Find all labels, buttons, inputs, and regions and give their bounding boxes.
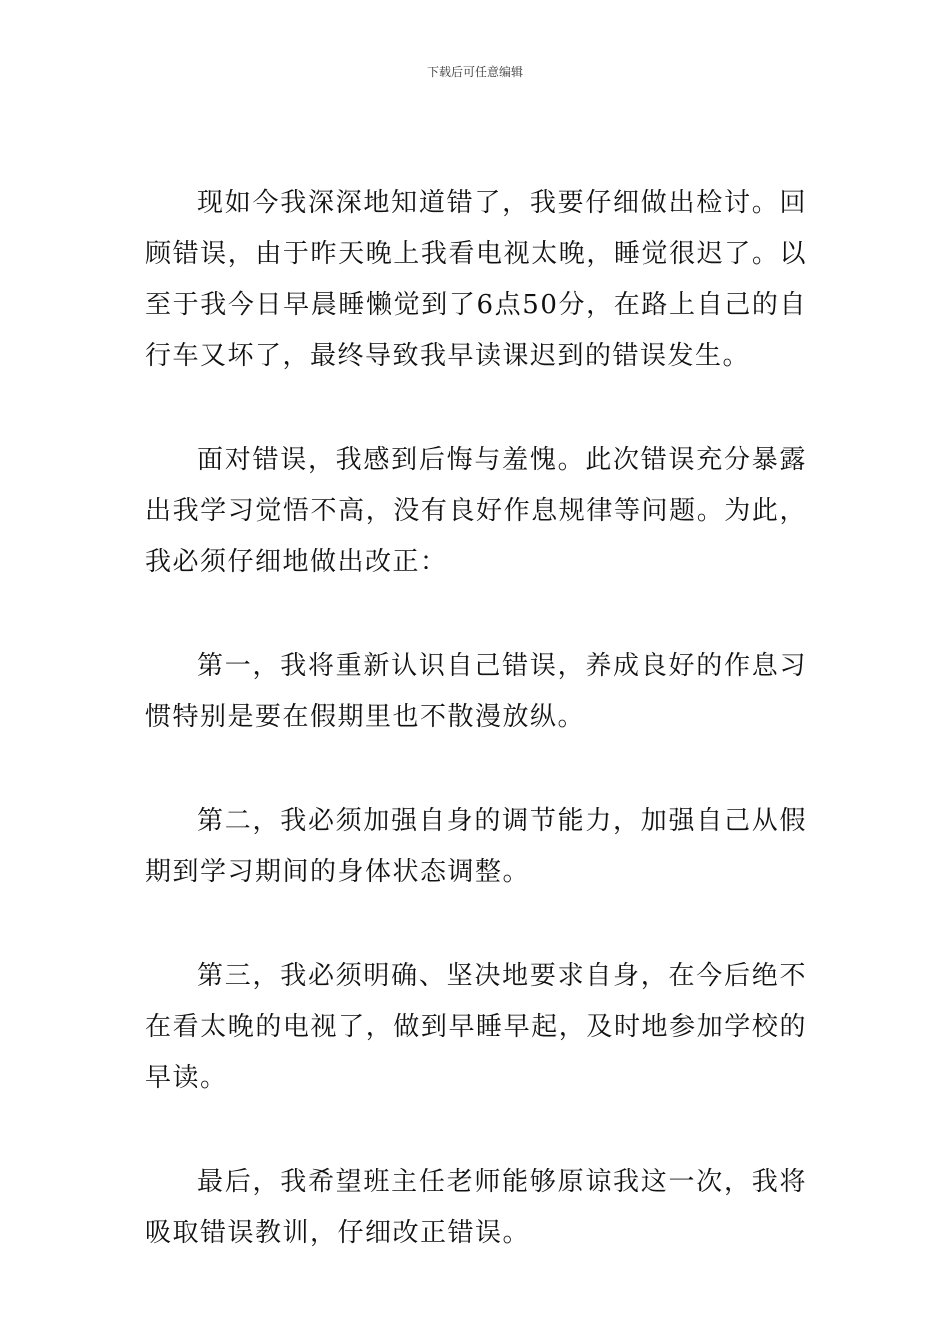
paragraph-5: 第三，我必须明确、坚决地要求自身，在今后绝不在看太晚的电视了，做到早睡早起，及时地参加学校的早读。: [145, 961, 807, 1093]
paragraph-4: 第二，我必须加强自身的调节能力，加强自己从假期到学习期间的身体状态调整。: [145, 806, 807, 887]
paragraph-1: 现如今我深深地知道错了，我要仔细做出检讨。回顾错误，由于昨天晚上我看电视太晚，睡觉很迟了。以至于我今日早晨睡懒觉到了6点50分，在路上自己的自行车又坏了，最终导致我早读课迟到的错误发生。: [145, 188, 807, 371]
paragraph-3: 第一，我将重新认识自己错误，养成良好的作息习惯特别是要在假期里也不散漫放纵。: [145, 651, 807, 732]
page-header-note: 下载后可任意编辑: [426, 65, 523, 79]
paragraph-6: 最后，我希望班主任老师能够原谅我这一次，我将吸取错误教训，仔细改正错误。: [145, 1167, 807, 1248]
paragraph-2: 面对错误，我感到后悔与羞愧。此次错误充分暴露出我学习觉悟不高，没有良好作息规律等问题。为此，我必须仔细地做出改正：: [145, 445, 807, 577]
document-body: [145, 178, 807, 1312]
